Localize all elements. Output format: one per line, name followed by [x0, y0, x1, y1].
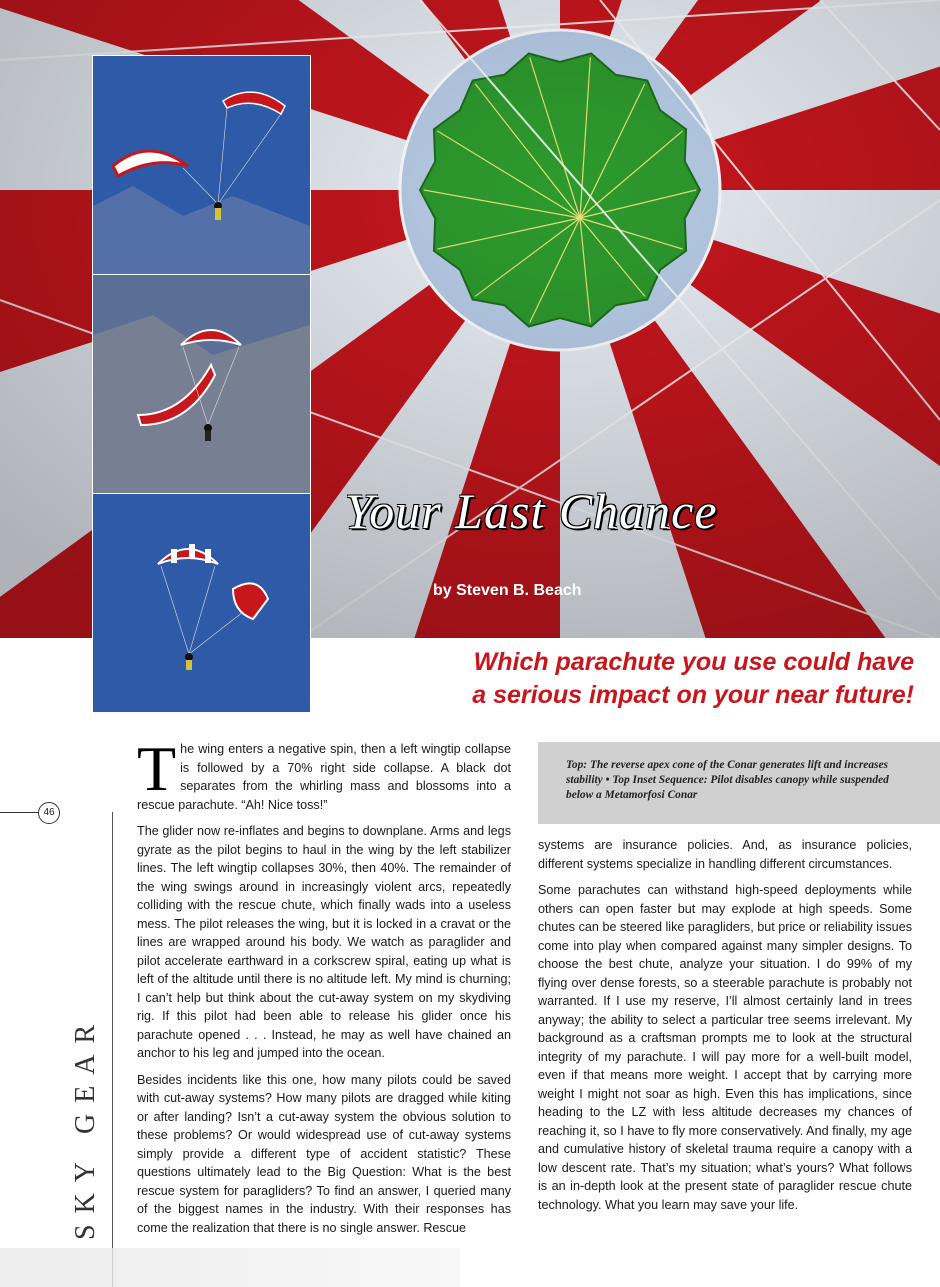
- margin-rule: [112, 812, 113, 1287]
- caption-text: Top: The reverse apex cone of the Conar generates lift and increases stability • Top Inset Sequence: Pilot disables canopy while suspended below a Metamorfosi Conar: [566, 759, 889, 801]
- body-paragraph-1: [137, 733, 511, 814]
- inset-photo-1: [92, 55, 311, 275]
- author-name: Steven B. Beach: [456, 582, 582, 599]
- body-paragraph-4: systems are insurance policies. And, as insurance policies, different systems specialize in handling different circumstances.: [538, 838, 912, 871]
- article-deck: [314, 646, 914, 712]
- byline-prefix: by: [433, 582, 452, 599]
- byline: [433, 582, 582, 600]
- inset-photo-3: [92, 493, 311, 713]
- section-label: SKY GEAR: [70, 1013, 101, 1240]
- body-column-2: [538, 836, 912, 1222]
- deck-line-2: a serious impact on your near future!: [472, 681, 914, 709]
- article-title: Your Last Chance: [345, 483, 718, 539]
- body-paragraph-2: The glider now re-inflates and begins to downplane. Arms and legs gyrate as the pilot begins to haul in the wing by the left stabilizer lines. The left wingtip collapses 30%, then 40%. The remainder of the wing swings around in increasingly violent arcs, repeatedly colliding with the rescue chute, which finally wads into a useless mess. The pilot releases the wing, but it is locked in a cravat or the lines are wrapped around his body. We watch as paraglider and pilot accelerate earthward in a corkscrew spiral, eating up what is left of the altitude until there is no altitude left. My mind is churning; I can’t help but think about the cut-away system on my skydiving rig. If this pilot had been able to release his glider once his parachute opened . . . Instead, he may as well have chained an anchor to his leg and jumped into the ocean.: [137, 824, 511, 1060]
- body-paragraph-3: Besides incidents like this one, how many pilots could be saved with cut-away systems? How many pilots are dragged while kiting or after landing? Isn’t a cut-away system the obvious solution to these problems? Or would widespread use of cut-away systems simply provide a different type of accident statistic? These questions ultimately lead to the Big Question: What is the best rescue system for paragliders? To find an answer, I queried many of the biggest names in the industry. With their responses has come the realization that there is no single answer. Rescue: [137, 1072, 511, 1235]
- photo-caption: [538, 742, 940, 824]
- page-number-rule: [0, 812, 38, 813]
- page-number: 46: [38, 802, 60, 824]
- deck-line-1: Which parachute you use could have: [473, 648, 914, 676]
- drop-cap: T: [137, 733, 177, 804]
- body-column-1: [137, 733, 511, 1245]
- body-paragraph-5: Some parachutes can withstand high-speed deployments while others can open faster but may explode at high speeds. Some chutes can be steered like paragliders, but price or reliability issues come into play when compared against many simpler designs. To choose the best chute, analyze your situation. I do 99% of my flying over dense forests, so a steerable parachute is probably not warranted. If I use my reserve, I’ll almost certainly land in trees anyway; the ability to select a particular tree seems irrelevant. My background as a craftsman prompts me to look at the structural integrity of my parachute. I will pay more for a well-built model, even if that means more weight. I accept that by carrying more weight I might not soar as high. Even this has implications, since heading to the LZ with less altitude decreases my chances of reaching it, so I have to fly more conservatively. And finally, my age and cumulative history of skeletal trauma require a canopy with a low descent rate. That’s my situation; what’s yours? What follows is an in-depth look at the present state of paraglider rescue chute technology. What you learn may save your life.: [538, 883, 912, 1212]
- inset-photo-2: [92, 274, 311, 494]
- paragraph-1-text: he wing enters a negative spin, then a left wingtip collapse is followed by a 70% right side collapse. A black dot separates from the whirling mass and blossoms into a rescue parachute. “Ah! Nice toss!”: [137, 742, 511, 812]
- footer-scan-shadow: [0, 1248, 460, 1287]
